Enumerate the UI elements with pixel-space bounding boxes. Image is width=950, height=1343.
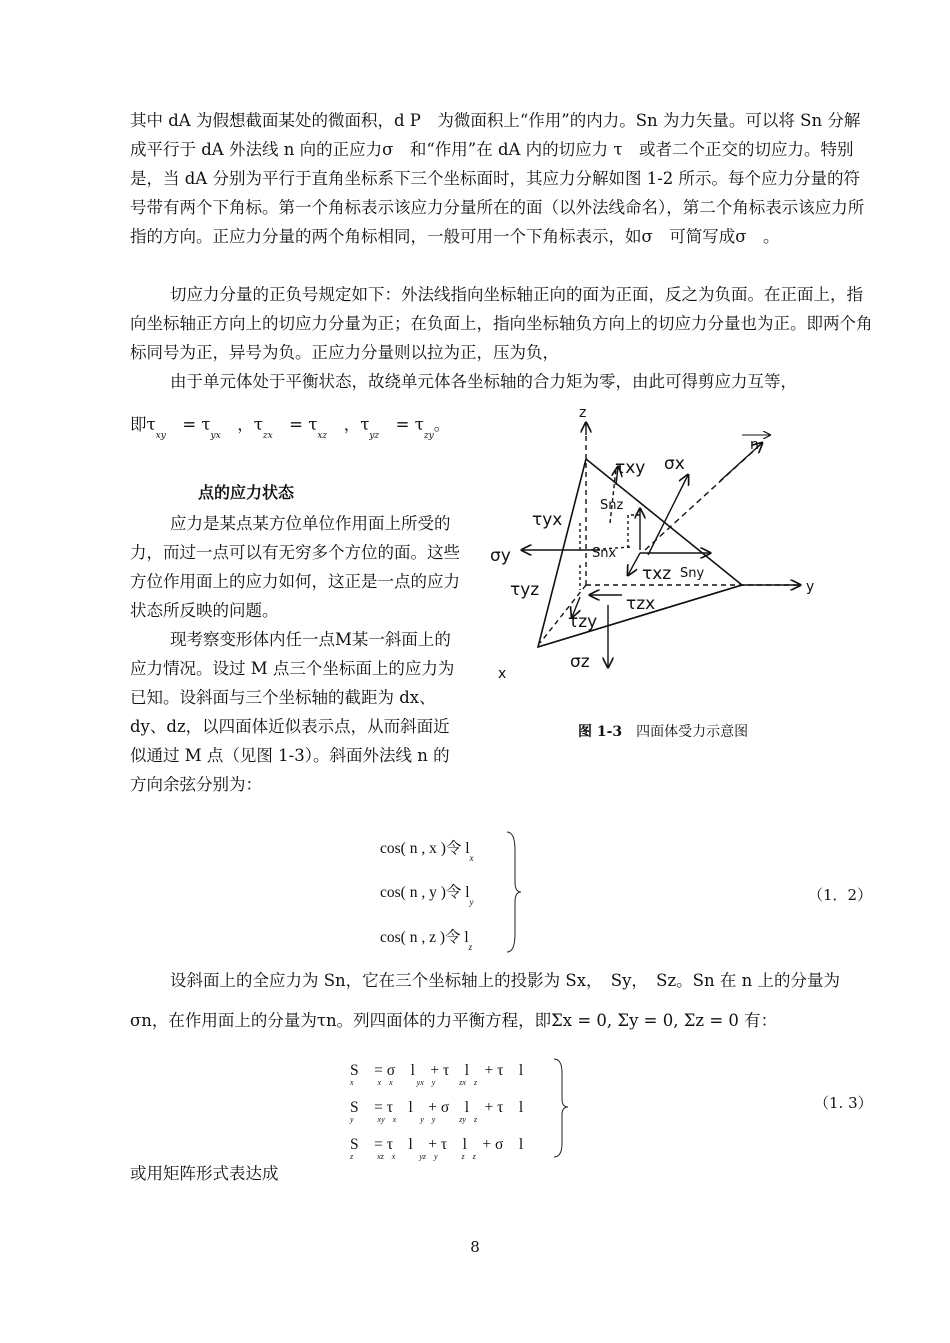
tau-xz-arrow [628, 553, 640, 575]
label-x: x [498, 666, 507, 682]
label-y: y [806, 579, 815, 595]
label-tau-yx: τyx [532, 510, 563, 530]
eq13-row-text: S = τ l + τ l + σ l [350, 1136, 524, 1153]
eq13-subs: z xz x yz y z z [350, 1152, 476, 1161]
eq-part: 。 [433, 415, 451, 434]
eq-sub: zy [423, 431, 434, 441]
eq12-brace [505, 830, 525, 955]
label-sigma-z: σz [570, 652, 590, 672]
label-tau-xz: τxz [642, 564, 672, 584]
eq12-sub: z [468, 942, 473, 952]
matrix-form-line: 或用矩阵形式表达成 [130, 1164, 279, 1183]
eq-sub: yx [210, 431, 221, 441]
label-tau-xy: τxy [615, 458, 646, 478]
label-snx: Snx [592, 546, 617, 561]
label-sigma-x: σx [664, 454, 685, 474]
tetrahedron-paragraph: 现考察变形体内任一点M某一斜面上的应力情况。设过 M 点三个坐标面上的应力为已知。设斜面与三个坐标轴的截距为 dx、dy、dz，以四面体近似表示点，从而斜面近似通过 M 点（见图 1-3）。斜面外法线 n 的方向余弦分别为： [130, 630, 455, 794]
eq13-row-2 [350, 1095, 523, 1125]
eq-part: = τ [289, 415, 318, 434]
projection-paragraph: 设斜面上的全应力为 Sn，它在三个坐标轴上的投影为 Sx， Sy， Sz。Sn 在 n 上的分量为σn，在作用面上的分量为τn。列四面体的力平衡方程，即Σx = 0, Σy = 0, Σz = 0 有： [130, 971, 840, 1030]
eq12-row-3 [380, 925, 473, 952]
label-tau-zx: τzx [626, 594, 656, 614]
eq-sub: yz [369, 431, 380, 441]
eq-part: τ [146, 415, 156, 434]
eq12-sub: y [469, 897, 474, 907]
eq13-subs: y xy x y y zy z [350, 1115, 478, 1124]
eq-sub: xy [155, 431, 166, 441]
eq12-row-text: cos( n , y )令 l [380, 884, 470, 901]
label-tau-zy: τzy [568, 612, 598, 632]
eq13-number: （1. 3） [814, 1094, 873, 1112]
stress-state-paragraph: 应力是某点某方位单位作用面上所受的力，而过一点可以有无穷多个方位的面。这些方位作用面上的应力如何，这正是一点的应力状态所反映的问题。 [130, 514, 460, 620]
eq-sub: zx [262, 431, 273, 441]
figure-caption [578, 721, 748, 741]
tetrahedron-figure [480, 405, 840, 695]
eq13-subs: x x x yx y zx z [350, 1078, 478, 1087]
intro-paragraph: 其中 dA 为假想截面某处的微面积，d P 为微面积上“作用”的内力。Sn 为力矢量。可以将 Sn 分解成平行于 dA 外法线 n 向的正应力σ 和“作用”在 dA 内的切应力 τ 或者二个正交的切应力。特别是，当 dA 分别为平行于直角坐标系下三个坐标面时，其应力分解如图 1-2 所示。每个应力分量的符号带有两个下角标。第一个角标表示该应力分量所在的面（以外法线命名），第二个角标表示该应力所指的方向。正应力分量的两个角标相同，一般可用一个下角标表示，如σ 可简写成σ 。 [130, 111, 865, 246]
shear-sign-paragraph: 切应力分量的正负号规定如下：外法线指向坐标轴正向的面为正面，反之为负面。在正面上，指向坐标轴正方向上的切应力分量为正；在负面上，指向坐标轴负方向上的切应力分量也为正。即两个角标同号为正，异号为负。正应力分量则以拉为正，压为负， [130, 285, 873, 362]
section-heading: 点的应力状态 [198, 483, 295, 502]
page-number: 8 [470, 1238, 480, 1256]
eq-part: = τ [182, 415, 211, 434]
sigma-x-arrow [648, 475, 688, 555]
eq13-row-3 [350, 1132, 523, 1162]
eq-sub: xz [317, 431, 328, 441]
reciprocity-prefix: 即 [130, 415, 147, 434]
eq12-row-2 [380, 880, 474, 907]
eq-part: ，τ [237, 415, 263, 434]
eq13-brace [552, 1057, 572, 1159]
eq13-row-1 [350, 1058, 523, 1088]
label-n: n [750, 437, 759, 453]
figure-caption-label: 图 1-3 [578, 724, 623, 740]
eq-part: ，τ [343, 415, 370, 434]
eq12-row-text: cos( n , z )令 l [380, 929, 469, 946]
label-z: z [579, 405, 587, 421]
eq12-sub: x [469, 853, 474, 863]
label-tau-yz: τyz [510, 580, 540, 600]
label-sigma-y: σy [490, 546, 511, 566]
eq13-row-text: S = τ l + σ l + τ l [350, 1099, 524, 1116]
eq12-row-1 [380, 836, 474, 863]
eq12-row-text: cos( n , x )令 l [380, 840, 470, 857]
eq-part: = τ [395, 415, 424, 434]
eq13-row-text: S = σ l + τ l + τ l [350, 1062, 524, 1079]
label-snz: Snz [600, 498, 624, 513]
figure-caption-text: 四面体受力示意图 [636, 724, 749, 740]
label-sny: Sny [680, 566, 705, 581]
eq12-number: （1．2） [808, 886, 873, 904]
equilibrium-paragraph: 由于单元体处于平衡状态，故绕单元体各坐标轴的合力矩为零，由此可得剪应力互等， [170, 372, 797, 391]
